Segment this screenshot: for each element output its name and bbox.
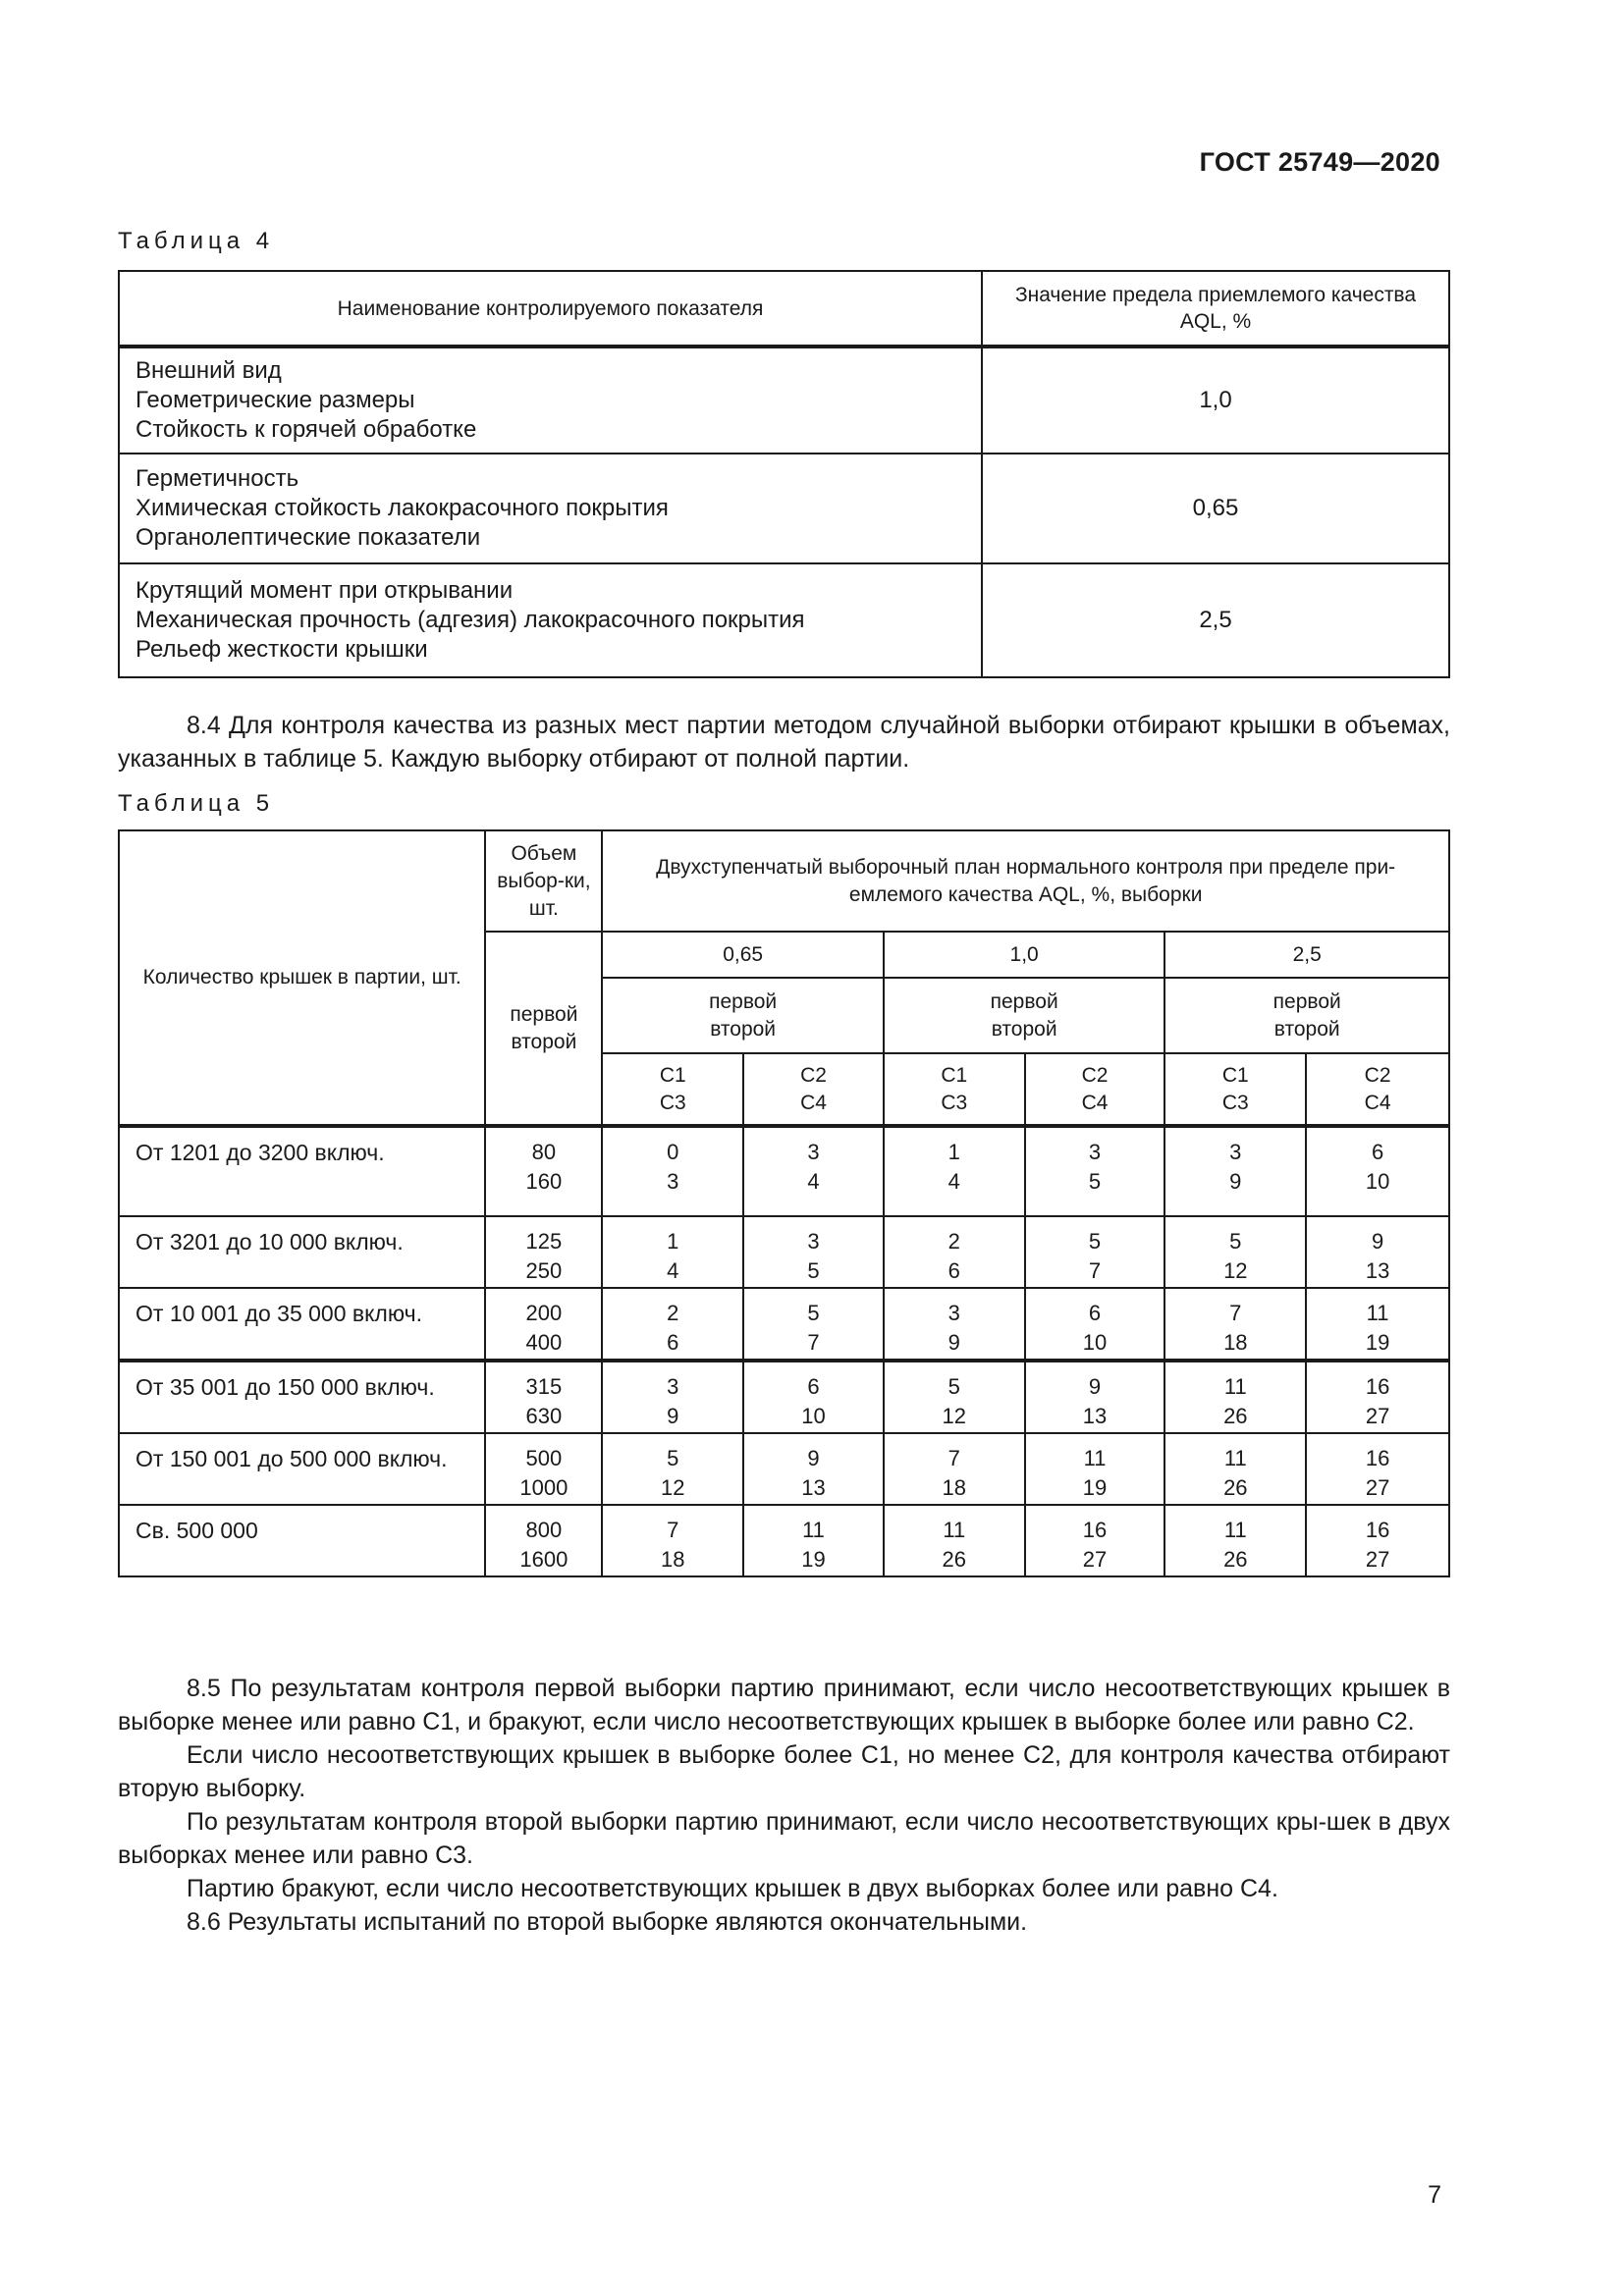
- table5-cell: [1164, 1126, 1306, 1216]
- volume-second: 1000: [519, 1475, 568, 1500]
- cell-second: 13: [1365, 1258, 1390, 1283]
- list-item: Механическая прочность (адгезия) лакокрасочного покрытия: [135, 607, 805, 633]
- cell-first: 11: [943, 1518, 966, 1542]
- cell-first: 5: [807, 1301, 820, 1325]
- cell-second: 12: [942, 1404, 967, 1428]
- table5-cell: [1306, 1288, 1449, 1361]
- c2-label: С2: [1081, 1063, 1109, 1087]
- table5-cell: [1025, 1433, 1165, 1505]
- cell-second: 27: [1082, 1547, 1108, 1572]
- table5-c-even: [1025, 1053, 1165, 1126]
- table5-cell: [884, 1126, 1025, 1216]
- c2-label: С2: [1364, 1063, 1391, 1087]
- table5-cell: [602, 1288, 743, 1361]
- paragraph-8-4: [118, 709, 1450, 775]
- table5-cell: [884, 1216, 1025, 1288]
- cell-first: 16: [1082, 1518, 1108, 1542]
- c1-label: С1: [1221, 1063, 1249, 1087]
- table5-col-qty: Количество крышек в партии, шт.: [119, 830, 485, 1126]
- cell-first: 1: [947, 1140, 960, 1164]
- cell-second: 10: [1082, 1330, 1108, 1355]
- table4-value: 0,65: [982, 454, 1449, 563]
- table5-cell: [602, 1216, 743, 1288]
- c3-label: С3: [941, 1091, 968, 1114]
- cell-second: 4: [807, 1169, 820, 1194]
- table5-cell: [1306, 1216, 1449, 1288]
- cell-second: 13: [1082, 1404, 1108, 1428]
- cell-first: 3: [667, 1374, 679, 1399]
- cell-first: 16: [1365, 1374, 1390, 1399]
- table4-col-name: Наименование контролируемого показателя: [119, 271, 982, 347]
- paragraph-text: Если число несоответствующих крышек в выборке более С1, но менее С2, для контроля качества отбирают вторую выборку.: [118, 1741, 1450, 1802]
- table5-cell: [884, 1288, 1025, 1361]
- table5-volume-second: второй: [511, 1030, 577, 1053]
- table5-c-even: [743, 1053, 884, 1126]
- volume-first: 80: [531, 1140, 557, 1164]
- cell-first: 7: [1229, 1301, 1242, 1325]
- cell-second: 3: [667, 1169, 679, 1194]
- table-row: [119, 1433, 1449, 1505]
- table5-cell: [602, 1505, 743, 1576]
- cell-second: 18: [661, 1547, 685, 1572]
- cell-first: 11: [1223, 1374, 1247, 1399]
- table5-row-label: От 150 001 до 500 000 включ.: [119, 1433, 485, 1505]
- table5-volume-first: первой: [510, 1002, 578, 1026]
- cell-first: 0: [667, 1140, 679, 1164]
- table5-row-label: От 35 001 до 150 000 включ.: [119, 1361, 485, 1433]
- table5-row-volume: [485, 1126, 602, 1216]
- cell-second: 5: [1088, 1169, 1102, 1194]
- volume-second: 1600: [519, 1547, 568, 1572]
- table4-caption: Таблица 4: [118, 228, 275, 254]
- table-row: [119, 1288, 1449, 1361]
- cell-first: 11: [1083, 1446, 1107, 1470]
- cell-first: 11: [1223, 1518, 1247, 1542]
- table5-aql-sub: [884, 978, 1165, 1053]
- table5-row-label: От 10 001 до 35 000 включ.: [119, 1288, 485, 1361]
- cell-second: 18: [942, 1475, 967, 1500]
- table5-aql-sub: [602, 978, 884, 1053]
- cell-second: 27: [1365, 1404, 1390, 1428]
- cell-first: 2: [947, 1229, 960, 1254]
- table5-header-row-1: [119, 830, 1449, 932]
- table5-cell: [1025, 1361, 1165, 1433]
- table5-cell: [1025, 1288, 1165, 1361]
- table-row: [119, 1126, 1449, 1216]
- table5-cell: [884, 1505, 1025, 1576]
- table5-aql-10: 1,0: [884, 932, 1165, 978]
- cell-second: 19: [1082, 1475, 1108, 1500]
- list-item: Крутящий момент при открывании: [135, 577, 514, 604]
- table5-cell: [743, 1126, 884, 1216]
- cell-first: 3: [807, 1140, 820, 1164]
- paragraph-text: 8.5 По результатам контроля первой выборки партию принимают, если число несоответствующих крышек в выборке менее или равно С1, и бракуют, если число несоответствующих крышек в выборке более или равно С2.: [118, 1675, 1450, 1735]
- table5-cell: [602, 1361, 743, 1433]
- cell-first: 1: [667, 1229, 679, 1254]
- table5-row-volume: [485, 1361, 602, 1433]
- cell-first: 11: [1223, 1446, 1247, 1470]
- table5-cell: [1306, 1505, 1449, 1576]
- table5-col-volume: Объем выбор-ки, шт.: [485, 830, 602, 932]
- sub-second: второй: [1273, 1017, 1340, 1041]
- table-row: [119, 454, 1449, 563]
- c4-label: С4: [1081, 1091, 1109, 1114]
- table-row: [119, 347, 1449, 454]
- cell-second: 19: [1365, 1330, 1390, 1355]
- cell-first: 7: [947, 1446, 960, 1470]
- table-row: [119, 1361, 1449, 1433]
- table5-cell: [1164, 1288, 1306, 1361]
- cell-second: 27: [1365, 1475, 1390, 1500]
- cell-second: 6: [947, 1258, 960, 1283]
- table5-cell: [1025, 1505, 1165, 1576]
- paragraph-8-5: [118, 1672, 1450, 1939]
- cell-first: 6: [1088, 1301, 1102, 1325]
- table4-value: 2,5: [982, 563, 1449, 677]
- list-item: Стойкость к горячей обработке: [135, 416, 477, 443]
- cell-second: 9: [667, 1404, 679, 1428]
- table5-cell: [1164, 1433, 1306, 1505]
- cell-second: 27: [1365, 1547, 1390, 1572]
- cell-second: 26: [1223, 1404, 1248, 1428]
- cell-second: 10: [1365, 1169, 1390, 1194]
- page-number: 7: [1428, 2181, 1441, 2209]
- table-row: [119, 1216, 1449, 1288]
- table5-aql-25: 2,5: [1164, 932, 1449, 978]
- table5-cell: [1025, 1216, 1165, 1288]
- cell-second: 4: [947, 1169, 960, 1194]
- table5-cell: [1164, 1216, 1306, 1288]
- table5-c-odd: [1164, 1053, 1306, 1126]
- cell-second: 4: [667, 1258, 679, 1283]
- cell-first: 3: [807, 1229, 820, 1254]
- cell-first: 9: [807, 1446, 820, 1470]
- list-item: Органолептические показатели: [135, 524, 481, 551]
- table5-cell: [743, 1216, 884, 1288]
- volume-first: 800: [525, 1518, 563, 1542]
- volume-second: 400: [525, 1330, 563, 1355]
- cell-first: 3: [1229, 1140, 1242, 1164]
- cell-first: 2: [667, 1301, 679, 1325]
- volume-first: 200: [525, 1301, 563, 1325]
- cell-first: 5: [947, 1374, 960, 1399]
- cell-first: 9: [1371, 1229, 1384, 1254]
- cell-first: 5: [1229, 1229, 1242, 1254]
- c4-label: С4: [800, 1091, 827, 1114]
- cell-first: 5: [667, 1446, 679, 1470]
- table4-value: 1,0: [982, 347, 1449, 454]
- table-row: [119, 563, 1449, 677]
- table5-cell: [884, 1433, 1025, 1505]
- paragraph-text: 8.6 Результаты испытаний по второй выборке являются окончательными.: [187, 1908, 1028, 1936]
- cell-second: 18: [1223, 1330, 1248, 1355]
- c3-label: С3: [659, 1091, 686, 1114]
- cell-second: 10: [801, 1404, 826, 1428]
- table4-names: [119, 563, 982, 677]
- table5-row-label: От 3201 до 10 000 включ.: [119, 1216, 485, 1288]
- cell-second: 26: [1223, 1475, 1248, 1500]
- table5-cell: [743, 1288, 884, 1361]
- cell-first: 7: [667, 1518, 679, 1542]
- list-item: Герметичность: [135, 465, 299, 492]
- cell-second: 9: [1229, 1169, 1242, 1194]
- sub-second: второй: [710, 1017, 777, 1041]
- table5-volume-sub: [485, 932, 602, 1126]
- table5-row-volume: [485, 1216, 602, 1288]
- document-id: ГОСТ 25749—2020: [1199, 147, 1440, 177]
- sub-second: второй: [991, 1017, 1057, 1041]
- sub-first: первой: [709, 989, 778, 1013]
- table-row: [119, 1505, 1449, 1576]
- volume-first: 315: [525, 1374, 563, 1399]
- table5-cell: [602, 1433, 743, 1505]
- table5-cell: [1025, 1126, 1165, 1216]
- table5-cell: [743, 1433, 884, 1505]
- table4-header-row: [119, 271, 1449, 347]
- volume-second: 630: [525, 1404, 563, 1428]
- table4-names: [119, 454, 982, 563]
- cell-first: 6: [807, 1374, 820, 1399]
- table5-row-label: От 1201 до 3200 включ.: [119, 1126, 485, 1216]
- list-item: Геометрические размеры: [135, 387, 415, 413]
- cell-second: 12: [661, 1475, 685, 1500]
- cell-second: 6: [667, 1330, 679, 1355]
- table5-cell: [1306, 1361, 1449, 1433]
- table4: [118, 270, 1450, 678]
- table5-row-volume: [485, 1505, 602, 1576]
- cell-first: 3: [947, 1301, 960, 1325]
- cell-first: 3: [1088, 1140, 1102, 1164]
- volume-first: 125: [525, 1229, 563, 1254]
- table5-cell: [1306, 1126, 1449, 1216]
- cell-first: 16: [1365, 1518, 1390, 1542]
- table5-cell: [743, 1505, 884, 1576]
- volume-second: 250: [525, 1258, 563, 1283]
- cell-second: 12: [1223, 1258, 1248, 1283]
- cell-first: 9: [1088, 1374, 1102, 1399]
- paragraph-text: Партию бракуют, если число несоответствующих крышек в двух выборках более или равно С4.: [187, 1875, 1278, 1902]
- table4-col-aql: Значение предела приемлемого качества AQL, %: [982, 271, 1449, 347]
- cell-second: 13: [801, 1475, 826, 1500]
- table5-c-even: [1306, 1053, 1449, 1126]
- volume-first: 500: [525, 1446, 563, 1470]
- c2-label: С2: [800, 1063, 827, 1087]
- cell-first: 16: [1365, 1446, 1390, 1470]
- paragraph-text: 8.4 Для контроля качества из разных мест партии методом случайной выборки отбирают крышки в объемах, указанных в таблице 5. Каждую выборку отбирают от полной партии.: [118, 712, 1450, 773]
- cell-first: 5: [1088, 1229, 1102, 1254]
- list-item: Химическая стойкость лакокрасочного покрытия: [135, 495, 669, 521]
- cell-second: 7: [807, 1330, 820, 1355]
- table5-cell: [1164, 1505, 1306, 1576]
- cell-second: 26: [942, 1547, 967, 1572]
- paragraph-text: По результатам контроля второй выборки партию принимают, если число несоответствующих кры-шек в двух выборках менее или равно С3.: [118, 1808, 1450, 1869]
- cell-first: 11: [802, 1518, 825, 1542]
- table5-c-odd: [884, 1053, 1025, 1126]
- table5: [118, 829, 1450, 1577]
- c1-label: С1: [941, 1063, 968, 1087]
- list-item: Внешний вид: [135, 357, 282, 384]
- sub-first: первой: [1272, 989, 1341, 1013]
- cell-first: 6: [1371, 1140, 1384, 1164]
- cell-second: 19: [801, 1547, 826, 1572]
- table5-cell: [602, 1126, 743, 1216]
- sub-first: первой: [990, 989, 1058, 1013]
- cell-second: 26: [1223, 1547, 1248, 1572]
- cell-first: 11: [1366, 1301, 1389, 1325]
- table4-names: [119, 347, 982, 454]
- table5-cell: [1164, 1361, 1306, 1433]
- c1-label: С1: [659, 1063, 686, 1087]
- volume-second: 160: [525, 1169, 563, 1194]
- cell-second: 5: [807, 1258, 820, 1283]
- table5-caption: Таблица 5: [118, 790, 275, 817]
- c4-label: С4: [1364, 1091, 1391, 1114]
- c3-label: С3: [1221, 1091, 1249, 1114]
- cell-second: 9: [947, 1330, 960, 1355]
- table5-cell: [1306, 1433, 1449, 1505]
- cell-second: 7: [1088, 1258, 1102, 1283]
- table5-row-volume: [485, 1288, 602, 1361]
- table5-c-odd: [602, 1053, 743, 1126]
- list-item: Рельеф жесткости крышки: [135, 636, 428, 663]
- table5-cell: [743, 1361, 884, 1433]
- table5-aql-sub: [1164, 978, 1449, 1053]
- table5-aql-065: 0,65: [602, 932, 884, 978]
- table5-row-label: Св. 500 000: [119, 1505, 485, 1576]
- table5-row-volume: [485, 1433, 602, 1505]
- table5-cell: [884, 1361, 1025, 1433]
- table5-col-plan: Двухступенчатый выборочный план нормального контроля при пределе при-емлемого качества AQL, %, выборки: [602, 830, 1449, 932]
